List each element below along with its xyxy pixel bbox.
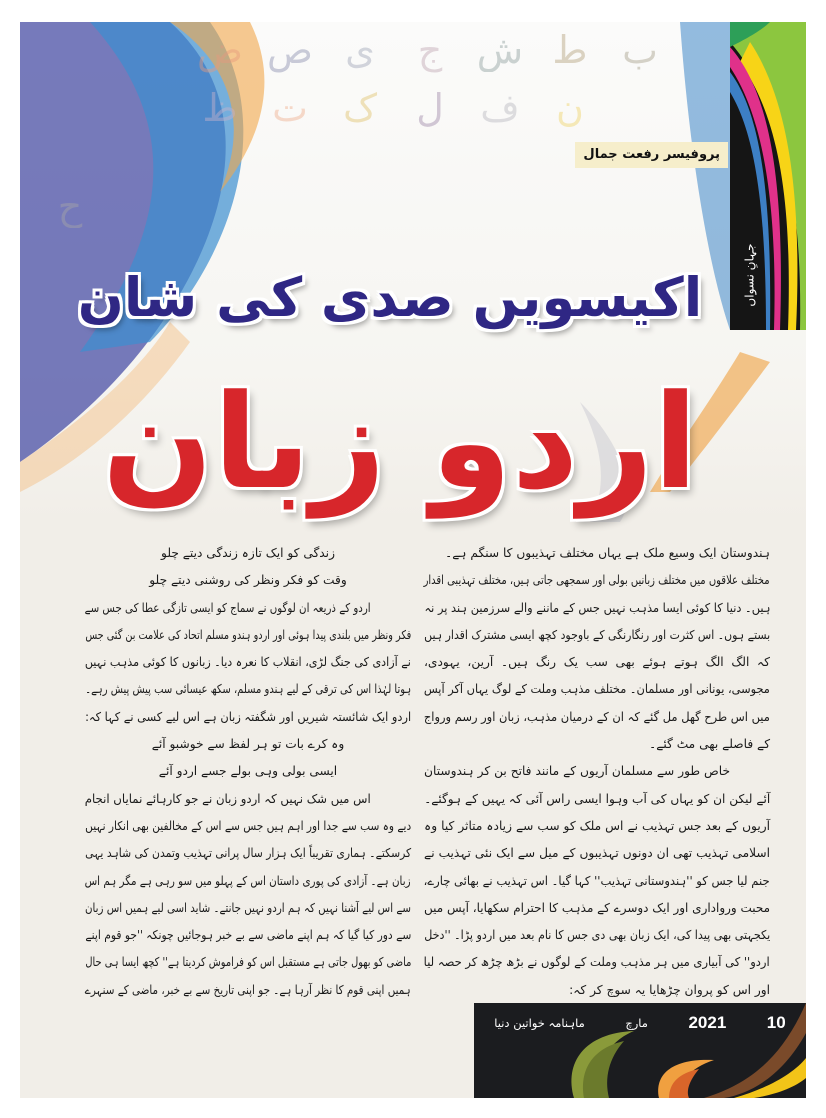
text-column-left [85, 540, 411, 1004]
text-line [424, 786, 770, 813]
text-line [85, 622, 411, 649]
text-line [424, 622, 770, 649]
text-line-text: زبان ہے۔ آزادی کی پوری داستان اس کے پہلو میں سو رہی ہے مگر ہم اس [84, 873, 411, 888]
text-line [424, 977, 770, 1004]
bg-letter: ت [272, 86, 308, 130]
text-line-text: کرسکتے۔ ہماری تقریباً ایک ہزار سال پرانی تہذیب وتمدن کی شاہد یہی [84, 846, 411, 861]
text-line [424, 731, 770, 758]
text-line [85, 922, 411, 949]
text-line [424, 567, 770, 594]
poem-line-text: ایسی بولی وہی بولے جسے اردو آئے [158, 764, 338, 779]
text-line-text: ماضی کو بھول جاتی ہے مستقبل اس کو فراموش کردیتا ہے'' کچھ ایسا ہی حال [85, 955, 411, 970]
text-line-text: کہ الگ الگ ہوتے ہوئے بھی سب یک رنگ ہیں۔ آرین، یہودی، [424, 655, 770, 670]
bg-letter: ی [345, 28, 375, 72]
text-line [85, 595, 411, 622]
text-line [424, 758, 770, 785]
text-line [85, 676, 411, 703]
text-line [85, 840, 411, 867]
text-line-text: فکر ونظر میں بلندی پیدا ہوئی اور اردو ہندو مسلم اتحاد کی علامت بن گئی جس [85, 627, 411, 642]
text-line-text: اس میں شک نہیں کہ اردو زبان نے جو کارہائے نمایاں انجام [84, 791, 371, 806]
text-line-text: آریوں کے بعد جس تہذیب نے اس ملک کو سب سے زیادہ متاثر کیا وہ [424, 818, 770, 833]
text-line [85, 868, 411, 895]
poem-line-text: زندگی کو ایک تازہ زندگی دیتے چلو [161, 546, 335, 560]
page-footer [474, 1003, 806, 1098]
poem-line [85, 758, 411, 785]
poem-line-text: وہ کرے بات تو ہر لفظ سے خوشبو آئے [151, 737, 345, 752]
footer-info [474, 1011, 806, 1035]
text-line-text: ہوتا لہٰذا اس کی ترقی کے لیے ہندو مسلم، سکھ عیسائی سب پیش پیش رہے۔ [85, 682, 411, 697]
poem-line [85, 567, 411, 594]
text-line-text: اردو'' کی آبیاری میں ہر مذہب وملت کے لوگوں نے بڑھ چڑھ کر حصہ لیا [423, 955, 770, 970]
text-line [424, 949, 770, 976]
text-line-text: آئے لیکن ان کو یہاں کی آب وہوا ایسی راس آئی کہ یہیں کے ہوگئے۔ [424, 791, 770, 806]
text-line [424, 840, 770, 867]
text-line [85, 895, 411, 922]
text-line-text: اردو ایک شائستہ شیریں اور شگفتہ زبان ہے اس لیے کسی نے کہا کہ: [85, 709, 411, 724]
text-line-text: میں اس طرح گھل مل گئے کہ ان کے درمیان مذہب، زبان اور رسم ورواج [423, 709, 770, 724]
text-line-text: دیے وہ سب سے جدا اور اہم ہیں جس سے اس کے مخالفین بھی انکار نہیں [84, 818, 411, 833]
text-line [424, 595, 770, 622]
text-column-right [424, 540, 770, 1004]
text-line-text: یکجہتی بھی پیدا کی، ایک زبان بھی دی جس کا نام بعد میں اردو پڑا۔ ''دخل [423, 928, 770, 943]
magazine-page [20, 22, 806, 1098]
text-line [85, 813, 411, 840]
bg-letter: ج [417, 28, 443, 72]
text-line-text: اسلامی تہذیب تھی ان دونوں تہذیبوں کے میل سے ایک نئی تہذیب نے [424, 846, 770, 861]
text-line-text: مختلف علاقوں میں مختلف زبانیں بولی اور سمجھی جاتی ہیں، مختلف تہذیبی اقدار [423, 573, 770, 588]
text-line-text: ہیں۔ دنیا کا کوئی ایسا مذہب نہیں جس کے ماننے والے سرزمین ہند پر نہ [423, 600, 770, 615]
poem-line-text: وقت کو فکر ونظر کی روشنی دیتے چلو [149, 573, 347, 588]
text-line-text: ہندوستان ایک وسیع ملک ہے یہاں مختلف تہذیبوں کا سنگم ہے۔ [445, 546, 770, 560]
issue-month: مارچ [625, 1016, 648, 1030]
poem-line [85, 731, 411, 758]
text-line [85, 649, 411, 676]
article-subtitle: اکیسویں صدی کی شان [77, 266, 703, 329]
bg-letter: ش [476, 28, 524, 72]
bg-letter: ن [556, 86, 584, 130]
text-line [85, 949, 411, 976]
text-line-text: محبت ورواداری اور ایک دوسرے کے مذہب کا احترام سکھایا، آپس میں [423, 900, 770, 915]
bg-letter: ض [197, 28, 243, 72]
text-line-text: بستے ہوں۔ اس کثرت اور رنگارنگی کے باوجود کچھ ایسی مشترک اقدار ہیں [424, 627, 770, 642]
text-line [424, 540, 770, 567]
bg-letter: ح [57, 184, 83, 228]
bg-letter: ب [622, 28, 658, 72]
text-line-text: ہمیں اپنی قوم کا نظر آرہا ہے۔ جو اپنی تاریخ سے بے خبر، ماضی کے سنہرے [84, 982, 411, 997]
text-line [424, 704, 770, 731]
bg-letter: ص [267, 28, 313, 72]
poem-line [85, 540, 411, 567]
text-line [424, 895, 770, 922]
page-number: 10 [766, 1013, 786, 1032]
text-line [424, 868, 770, 895]
text-line [424, 676, 770, 703]
author-name: پروفیسر رفعت جمال [575, 142, 728, 168]
text-line [424, 813, 770, 840]
text-line-text: نے آزادی کی جنگ لڑی، انقلاب کا نعرہ دیا۔ زبانوں کا کوئی مذہب نہیں [84, 655, 411, 670]
text-line [85, 786, 411, 813]
text-line-text: سے دور کیا گیا کہ ہم اپنے ماضی سے بے خبر ہوجائیں چونکہ ''جو قوم اپنے [84, 928, 411, 943]
text-line-text: جنم لیا جس کو ''ہندوستانی تہذیب'' کہا گیا۔ اس تہذیب نے بھائی چارے، [424, 873, 770, 888]
bg-letter: ط [552, 28, 588, 72]
text-line-text: خاص طور سے مسلمان آریوں کے مانند فاتح بن کر ہندوستان [424, 764, 730, 779]
text-line [424, 649, 770, 676]
magazine-name: ماہنامہ خواتین دنیا [494, 1016, 585, 1030]
text-line [85, 977, 411, 1004]
text-line [424, 922, 770, 949]
bg-letter: ک [342, 86, 377, 130]
issue-year: 2021 [688, 1013, 727, 1032]
article-title: اردو زبان [102, 366, 698, 518]
text-line-text: مجوسی، یونانی اور مسلمان۔ مختلف مذہب وملت کے لوگ یہاں آکر آپس [423, 682, 770, 697]
text-line [85, 704, 411, 731]
text-line-text: اور اس کو پروان چڑھایا یہ سوچ کر کہ: [569, 982, 770, 997]
text-line-text: کے فاصلے بھی مٹ گئے۔ [649, 737, 770, 752]
text-line-text: اردو کے ذریعہ ان لوگوں نے سماج کو ایسی تازگی عطا کی جس سے [84, 600, 371, 615]
bg-letter: ظ [202, 86, 238, 130]
bg-letter: ل [416, 86, 444, 130]
bg-letter: ف [480, 86, 520, 130]
section-label: جہانِ نسواں [742, 243, 757, 307]
text-line-text: سے اس لیے آشنا نہیں کہ ہم اردو نہیں جانتے۔ شاید اسی لیے ہمیں اس زبان [84, 900, 411, 915]
